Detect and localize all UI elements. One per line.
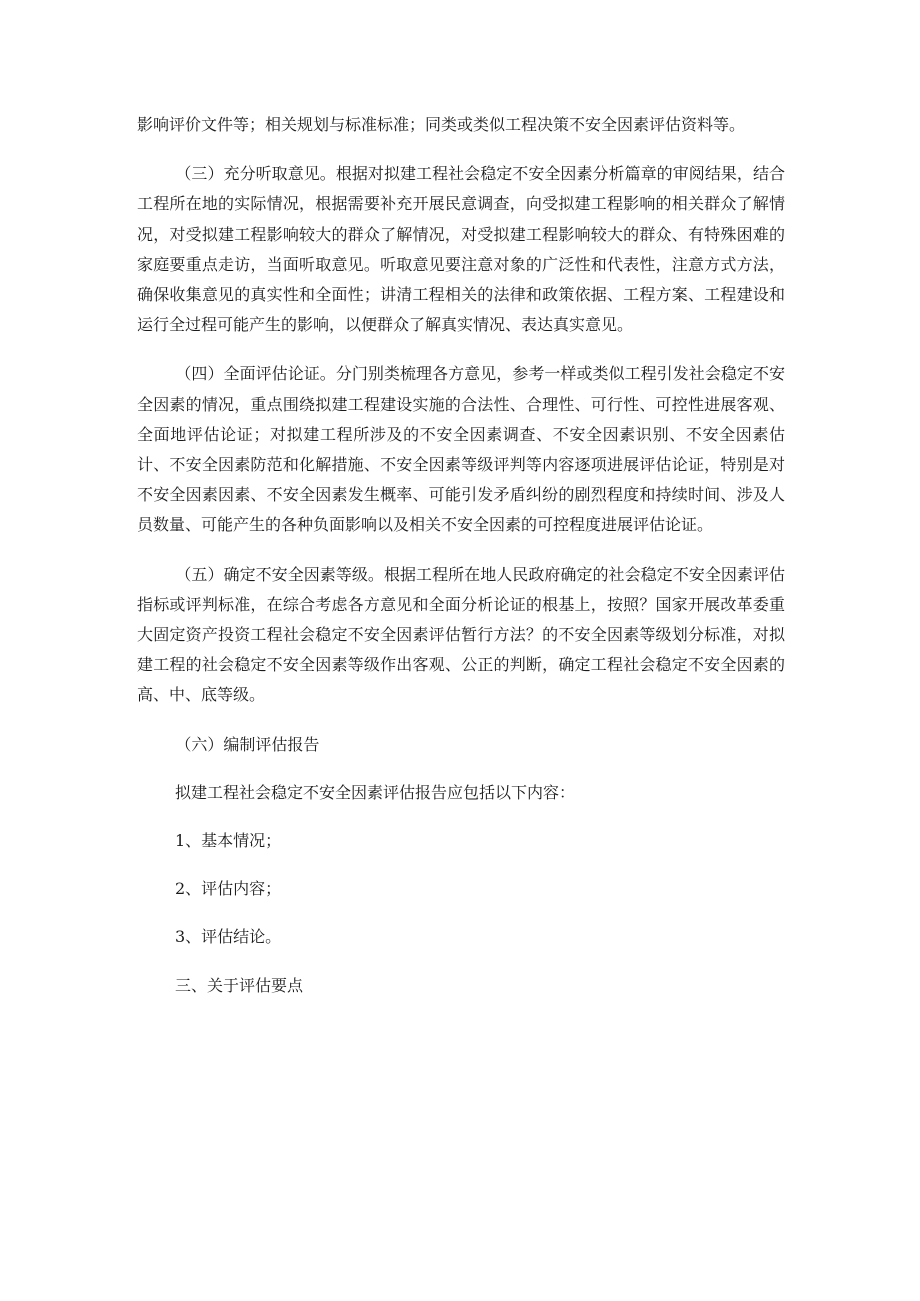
paragraph-section-5: （五）确定不安全因素等级。根据工程所在地人民政府确定的社会稳定不安全因素评估指标或评判标准，在综合考虑各方意见和全面分析论证的根基上，按照？国家开展改革委重大固定资产投资工程社会稳定不安全因素评估暂行方法？的不安全因素等级划分标准，对拟建工程的社会稳定不安全因素等级作出客观、公正的判断，确定工程社会稳定不安全因素的高、中、底等级。: [137, 564, 785, 705]
paragraph-continuation: 影响评价文件等；相关规划与标准标准；同类或类似工程决策不安全因素评估资料等。: [137, 115, 746, 134]
list-item-3: 3、评估结论。: [175, 927, 282, 947]
paragraph-section-3: （三）充分听取意见。根据对拟建工程社会稳定不安全因素分析篇章的审阅结果，结合工程所在地的实际情况，根据需要补充开展民意调查，向受拟建工程影响的相关群众了解情况，对受拟建工程影响较大的群众了解情况，对受拟建工程影响较大的群众、有特殊困难的家庭要重点走访，当面听取意见。听取意见要注意对象的广泛性和代表性，注意方式方法，确保收集意见的真实性和全面性；讲清工程相关的法律和政策依据、工程方案、工程建设和运行全过程可能产生的影响，以便群众了解真实情况、表达真实意见。: [137, 164, 785, 335]
paragraph-section-4: （四）全面评估论证。分门别类梳理各方意见，参考一样或类似工程引发社会稳定不安全因素的情况，重点围绕拟建工程建设实施的合法性、合理性、可行性、可控性进展客观、全面地评估论证；对拟建工程所涉及的不安全因素调查、不安全因素识别、不安全因素估计、不安全因素防范和化解措施、不安全因素等级评判等内容逐项进展评估论证，特别是对不安全因素因素、不安全因素发生概率、可能引发矛盾纠纷的剧烈程度和持续时间、涉及人员数量、可能产生的各种负面影响以及相关不安全因素的可控程度进展评估论证。: [137, 364, 785, 535]
heading-part-3: 三、关于评估要点: [175, 975, 304, 995]
paragraph-report-contents: 拟建工程社会稳定不安全因素评估报告应包括以下内容：: [175, 782, 576, 802]
list-item-2: 2、评估内容；: [175, 879, 282, 899]
heading-section-6: （六）编制评估报告: [175, 734, 320, 754]
list-item-1: 1、基本情况；: [175, 831, 282, 851]
document-body: [137, 110, 785, 1001]
